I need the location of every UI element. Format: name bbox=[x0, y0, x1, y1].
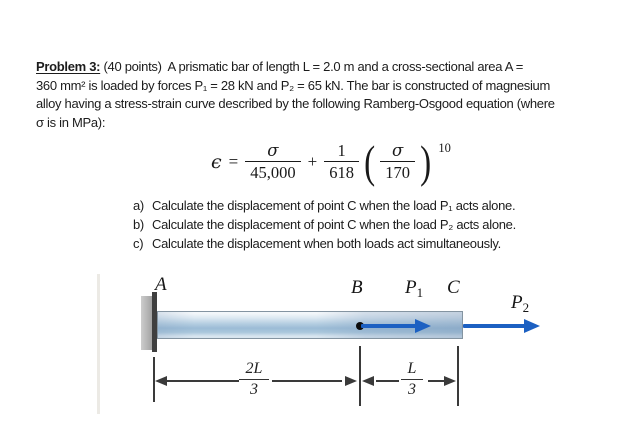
dim2-numerator: L bbox=[401, 359, 423, 380]
dimension-tick-b bbox=[359, 346, 361, 406]
dim2-left-arrowhead-icon bbox=[362, 376, 374, 386]
p1-force-arrow bbox=[361, 324, 417, 328]
force-p2-base: P bbox=[511, 292, 523, 313]
force-p2-subscript: 2 bbox=[522, 300, 530, 315]
bar-diagram bbox=[95, 272, 575, 427]
dim1-denominator: 3 bbox=[250, 381, 258, 398]
equation-exponent: 10 bbox=[438, 141, 451, 155]
dim1-right-arrowhead-icon bbox=[345, 376, 357, 386]
strain-symbol: ϵ bbox=[211, 150, 222, 173]
p2-force-arrow bbox=[463, 324, 525, 328]
dim2-line-left bbox=[376, 380, 399, 382]
point-c-label: C bbox=[447, 277, 460, 298]
task-c-marker: c) bbox=[133, 235, 144, 251]
problem-statement bbox=[36, 58, 555, 132]
force-p2-label bbox=[511, 292, 529, 319]
open-paren: ( bbox=[364, 135, 376, 187]
dim2-denominator: 3 bbox=[408, 381, 416, 398]
task-list bbox=[133, 197, 516, 253]
point-a-label: A bbox=[155, 274, 167, 295]
dim1-line-left bbox=[163, 380, 239, 382]
dim1-line-right bbox=[272, 380, 342, 382]
dimension-tick-c bbox=[457, 346, 459, 406]
task-b-marker: b) bbox=[133, 216, 144, 232]
close-paren: ) bbox=[420, 135, 432, 187]
statement-line-3: alloy having a stress-strain curve described by the following Ramberg-Osgood equation (where bbox=[36, 96, 555, 111]
dim2-right-arrowhead-icon bbox=[444, 376, 456, 386]
statement-line-1 bbox=[36, 58, 555, 77]
p2-force-arrowhead-icon bbox=[524, 319, 540, 333]
ramberg-osgood-equation bbox=[211, 135, 451, 187]
force-p1-label bbox=[405, 277, 423, 304]
task-a bbox=[133, 197, 516, 216]
task-a-marker: a) bbox=[133, 198, 144, 213]
equation-fraction-2 bbox=[324, 140, 359, 183]
fraction-2-numerator: 1 bbox=[324, 140, 359, 162]
scan-artifact-line bbox=[97, 274, 100, 414]
p1-force-arrowhead-icon bbox=[415, 319, 431, 333]
plus-sign: + bbox=[307, 151, 318, 171]
equation-fraction-3 bbox=[380, 140, 415, 183]
problem-title: Problem 3: bbox=[36, 59, 101, 74]
fraction-3-denominator: 170 bbox=[385, 163, 411, 182]
equation-fraction-1 bbox=[245, 140, 300, 183]
fraction-3-numerator: σ bbox=[380, 140, 415, 162]
fraction-1-denominator: 45,000 bbox=[250, 163, 296, 182]
dim1-label bbox=[239, 359, 269, 400]
task-a-text: Calculate the displacement of point C when the load P₁ acts alone. bbox=[152, 198, 516, 213]
task-b bbox=[133, 216, 516, 235]
equals-sign: = bbox=[228, 151, 239, 171]
task-c-text: Calculate the displacement when both loads act simultaneously. bbox=[152, 235, 501, 251]
dim2-label bbox=[401, 359, 423, 400]
statement-line-2: 360 mm² is loaded by forces P₁ = 28 kN and P₂ = 65 kN. The bar is constructed of magnesium bbox=[36, 77, 551, 93]
dim1-numerator: 2L bbox=[239, 359, 269, 380]
point-b-label: B bbox=[351, 277, 363, 298]
force-p1-subscript: 1 bbox=[416, 285, 424, 300]
fraction-1-numerator: σ bbox=[245, 140, 300, 162]
statement-line-1-text: (40 points) A prismatic bar of length L = 2.0 m and a cross-sectional area A = bbox=[100, 59, 524, 74]
statement-line-4: σ is in MPa): bbox=[36, 114, 106, 130]
task-b-text: Calculate the displacement of point C when the load P₂ acts alone. bbox=[152, 216, 516, 232]
dim2-line-right bbox=[428, 380, 445, 382]
fraction-2-denominator: 618 bbox=[329, 163, 354, 182]
force-p1-base: P bbox=[405, 277, 417, 298]
task-c bbox=[133, 235, 516, 254]
